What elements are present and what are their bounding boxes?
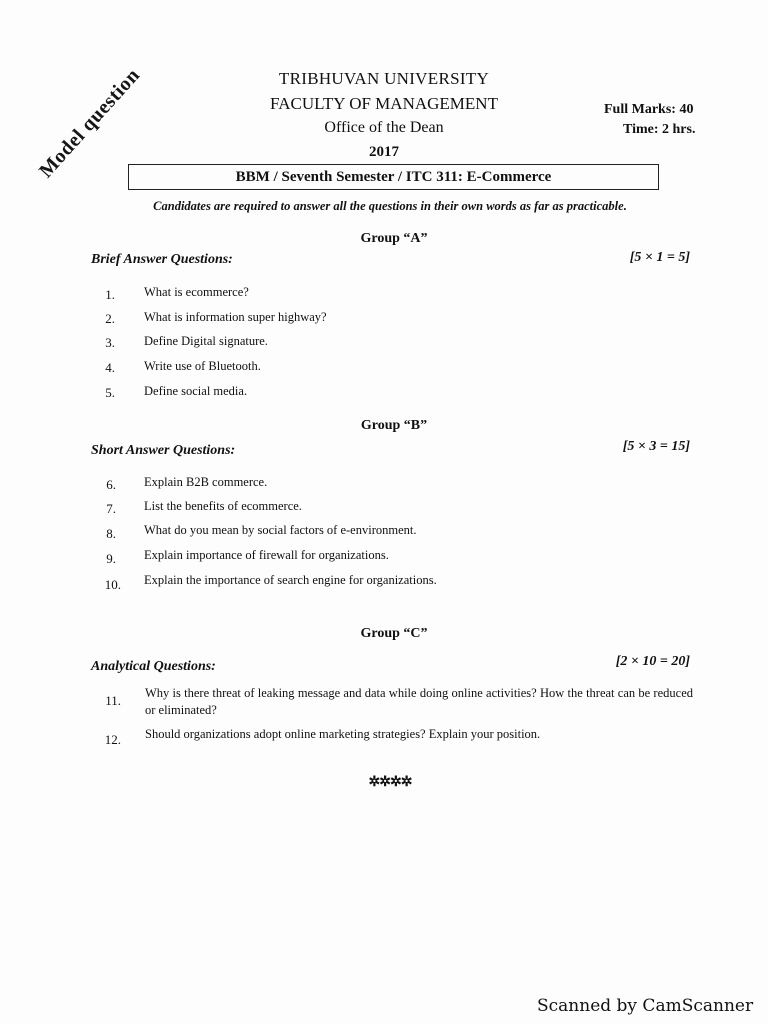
group-a-marks: [5 × 1 = 5]: [629, 250, 690, 265]
question-text: Write use of Bluetooth.: [144, 359, 261, 373]
end-of-paper-mark: ✲✲✲✲: [368, 775, 412, 790]
question-number: 6.: [106, 477, 116, 492]
question-number: 2.: [105, 311, 115, 326]
question-number: 4.: [105, 360, 115, 375]
question-number: 5.: [105, 385, 115, 400]
question-text: What is information super highway?: [144, 310, 327, 324]
question-number: 9.: [106, 551, 116, 566]
group-c-section-heading: Analytical Questions:: [91, 659, 216, 674]
group-a-section-heading: Brief Answer Questions:: [91, 252, 233, 267]
question-number: 8.: [106, 526, 116, 541]
office-name: Office of the Dean: [324, 119, 444, 136]
exam-time: Time: 2 hrs.: [623, 122, 696, 137]
group-b-section-heading: Short Answer Questions:: [91, 443, 236, 458]
group-b-marks: [5 × 3 = 15]: [622, 439, 690, 454]
question-number: 12.: [104, 732, 121, 747]
question-text: What do you mean by social factors of e-environment.: [144, 523, 417, 537]
question-number: 7.: [106, 501, 116, 516]
question-text: Define Digital signature.: [144, 334, 268, 348]
question-text: What is ecommerce?: [144, 285, 249, 299]
question-number: 10.: [104, 577, 121, 592]
faculty-name: FACULTY OF MANAGEMENT: [270, 94, 498, 113]
question-text: Explain B2B commerce.: [144, 475, 268, 489]
question-text: List the benefits of ecommerce.: [144, 499, 302, 513]
model-question-stamp: Model question: [35, 64, 145, 183]
question-text: Define social media.: [144, 384, 248, 398]
question-number: 1.: [105, 287, 115, 302]
full-marks: Full Marks: 40: [604, 102, 694, 117]
course-title-box: BBM / Seventh Semester / ITC 311: E-Commerce: [128, 164, 659, 190]
instructions: Candidates are required to answer all the questions in their own words as far as practicable.: [153, 199, 627, 213]
question-number: 11.: [105, 693, 121, 708]
question-text: Why is there threat of leaking message and data while doing online activities? How the threat can be reduced or eliminated?: [145, 686, 693, 717]
question-text: Should organizations adopt online marketing strategies? Explain your position.: [145, 727, 541, 741]
question-text: Explain the importance of search engine for organizations.: [144, 573, 437, 587]
group-c-title: Group “C”: [360, 626, 428, 641]
question-number: 3.: [105, 335, 115, 350]
university-name: TRIBHUVAN UNIVERSITY: [278, 69, 490, 88]
scanner-watermark: Scanned by CamScanner: [537, 996, 754, 1016]
group-a-title: Group “A”: [360, 231, 428, 246]
exam-year: 2017: [369, 144, 399, 160]
question-text: Explain importance of firewall for organizations.: [144, 548, 389, 562]
group-c-marks: [2 × 10 = 20]: [615, 654, 690, 669]
group-b-title: Group “B”: [360, 418, 428, 433]
